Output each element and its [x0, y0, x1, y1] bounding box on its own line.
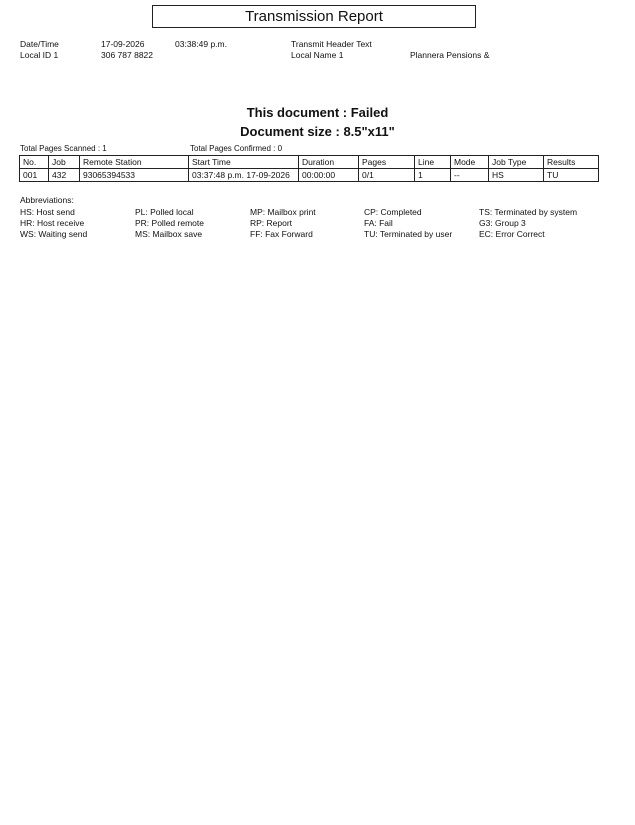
abbr-pl: PL: Polled local: [135, 207, 194, 217]
report-title: Transmission Report: [152, 5, 476, 28]
abbr-ff: FF: Fax Forward: [250, 229, 313, 239]
local-id-value: 306 787 8822: [101, 50, 153, 60]
col-job-type: Job Type: [489, 156, 544, 169]
col-no: No.: [20, 156, 49, 169]
time-value: 03:38:49 p.m.: [175, 39, 227, 49]
transmission-table: [19, 155, 599, 182]
table-header-row: [20, 156, 599, 169]
abbr-g3: G3: Group 3: [479, 218, 526, 228]
abbr-ws: WS: Waiting send: [20, 229, 88, 239]
col-line: Line: [415, 156, 451, 169]
col-remote-station: Remote Station: [80, 156, 189, 169]
local-id-label: Local ID 1: [20, 50, 59, 60]
abbr-hr: HR: Host receive: [20, 218, 85, 228]
cell-pages: 0/1: [359, 169, 415, 182]
col-start-time: Start Time: [189, 156, 299, 169]
cell-no: 001: [20, 169, 49, 182]
transmit-header-label: Transmit Header Text: [291, 39, 372, 49]
cell-duration: 00:00:00: [299, 169, 359, 182]
table-row: [20, 169, 599, 182]
date-value: 17-09-2026: [101, 39, 145, 49]
cell-remote-station: 93065394533: [80, 169, 189, 182]
abbr-ms: MS: Mailbox save: [135, 229, 203, 239]
col-job: Job: [49, 156, 80, 169]
abbr-fa: FA: Fail: [364, 218, 393, 228]
col-duration: Duration: [299, 156, 359, 169]
abbr-ec: EC: Error Correct: [479, 229, 545, 239]
abbr-cp: CP: Completed: [364, 207, 422, 217]
abbr-rp: RP: Report: [250, 218, 293, 228]
document-status: This document : Failed: [246, 105, 389, 120]
local-name-label: Local Name 1: [291, 50, 344, 60]
abbr-mp: MP: Mailbox print: [250, 207, 316, 217]
cell-results: TU: [544, 169, 599, 182]
cell-job-type: HS: [489, 169, 544, 182]
abbr-pr: PR: Polled remote: [135, 218, 204, 228]
local-name-value: Plannera Pensions &: [410, 50, 490, 60]
col-mode: Mode: [451, 156, 489, 169]
abbreviations-title: Abbreviations:: [20, 195, 74, 205]
cell-line: 1: [415, 169, 451, 182]
abbr-hs: HS: Host send: [20, 207, 75, 217]
abbr-tu: TU: Terminated by user: [364, 229, 453, 239]
total-pages-confirmed: Total Pages Confirmed : 0: [190, 144, 283, 153]
cell-job: 432: [49, 169, 80, 182]
abbr-ts: TS: Terminated by system: [479, 207, 578, 217]
date-time-label: Date/Time: [20, 39, 59, 49]
cell-mode: --: [451, 169, 489, 182]
total-pages-scanned: Total Pages Scanned : 1: [20, 144, 107, 153]
col-pages: Pages: [359, 156, 415, 169]
document-size: Document size : 8.5"x11": [240, 124, 395, 139]
cell-start-time: 03:37:48 p.m. 17-09-2026: [189, 169, 299, 182]
col-results: Results: [544, 156, 599, 169]
